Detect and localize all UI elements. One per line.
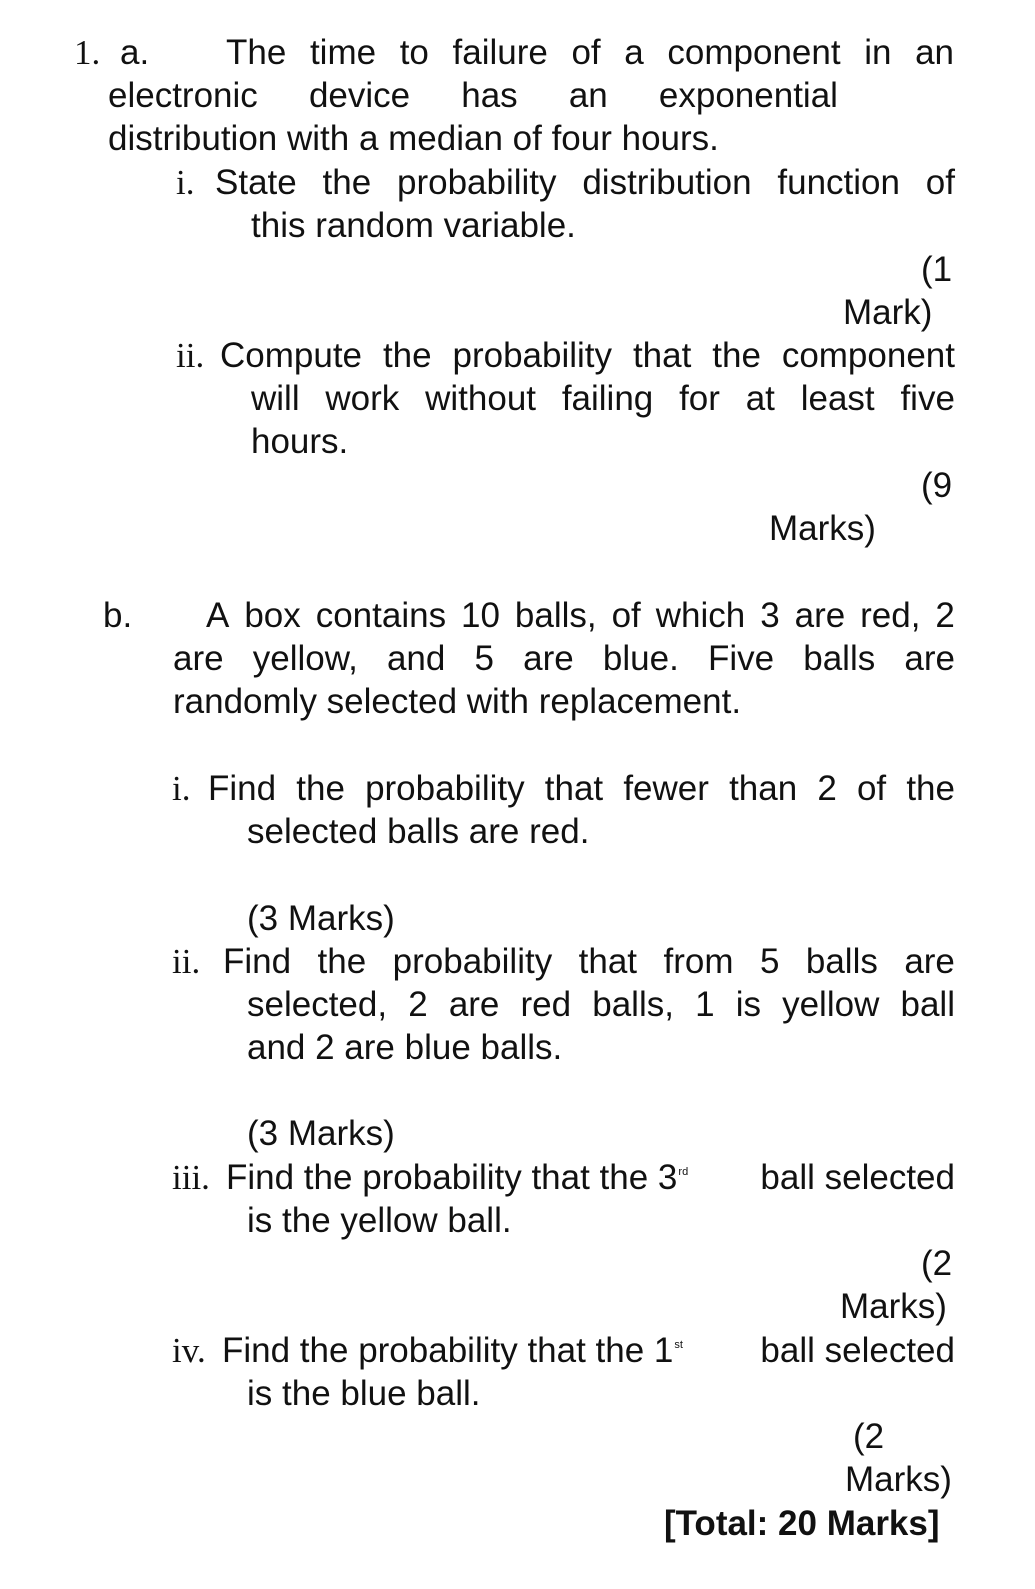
ordinal-suffix: st	[674, 1339, 683, 1351]
part-a-i-line-2: this random variable.	[251, 206, 576, 245]
part-b-iv-line-1: Find the probability that the 1st ball selected	[222, 1331, 955, 1370]
part-a-i-line-1: State the probability distribution function of	[215, 163, 955, 202]
part-a-i-marks: (1	[921, 250, 953, 289]
part-b-iii-marks-cont: Marks)	[840, 1287, 947, 1326]
part-b-ii-line-1: Find the probability that from 5 balls are	[223, 942, 955, 981]
part-a-ii-line-2: will work without failing for at least five	[251, 379, 955, 418]
part-a-line-2: electronic device has an exponential	[108, 76, 838, 115]
total-marks: [Total: 20 Marks]	[664, 1504, 940, 1543]
part-b-line-2: are yellow, and 5 are blue. Five balls are	[173, 639, 955, 678]
part-a-i-roman: i.	[176, 163, 195, 202]
part-b-ii-line-3: and 2 are blue balls.	[247, 1028, 563, 1067]
part-b-ii-line-2: selected, 2 are red balls, 1 is yellow ball	[247, 985, 955, 1024]
part-b-iii-roman: iii.	[172, 1158, 210, 1197]
part-b-iii-line-2: is the yellow ball.	[247, 1201, 512, 1240]
part-a-line-3: distribution with a median of four hours.	[108, 119, 719, 158]
part-b-iii-marks: (2	[921, 1244, 953, 1283]
part-b-iv-marks-cont: Marks)	[845, 1460, 952, 1499]
part-b-i-marks: (3 Marks)	[247, 899, 395, 938]
part-b-iv-roman: iv.	[172, 1331, 206, 1370]
part-a-ii-line-3: hours.	[251, 422, 349, 461]
part-b-i-roman: i.	[172, 769, 191, 808]
part-a-line-1: The time to failure of a component in an	[226, 33, 954, 72]
part-b-label: b.	[103, 596, 133, 635]
part-b-iv-marks: (2	[853, 1417, 885, 1456]
part-b-iv-line-2: is the blue ball.	[247, 1374, 481, 1413]
ordinal-suffix: rd	[678, 1166, 689, 1178]
part-b-line-3: randomly selected with replacement.	[173, 682, 742, 721]
part-a-ii-roman: ii.	[176, 336, 205, 375]
part-b-ii-roman: ii.	[172, 942, 201, 981]
question-number: 1.	[74, 33, 101, 72]
part-a-i-marks-cont: Mark)	[843, 293, 933, 332]
part-a-ii-marks-cont: Marks)	[769, 509, 876, 548]
part-b-ii-marks: (3 Marks)	[247, 1114, 395, 1153]
part-a-ii-line-1: Compute the probability that the component	[220, 336, 955, 375]
part-a-label: a.	[120, 33, 150, 72]
part-b-i-line-1: Find the probability that fewer than 2 of the	[208, 769, 955, 808]
part-b-line-1: A box contains 10 balls, of which 3 are red, 2	[206, 596, 955, 635]
part-b-i-line-2: selected balls are red.	[247, 812, 590, 851]
part-b-iii-line-1: Find the probability that the 3rd ball selected	[226, 1158, 955, 1197]
part-a-ii-marks: (9	[921, 466, 953, 505]
